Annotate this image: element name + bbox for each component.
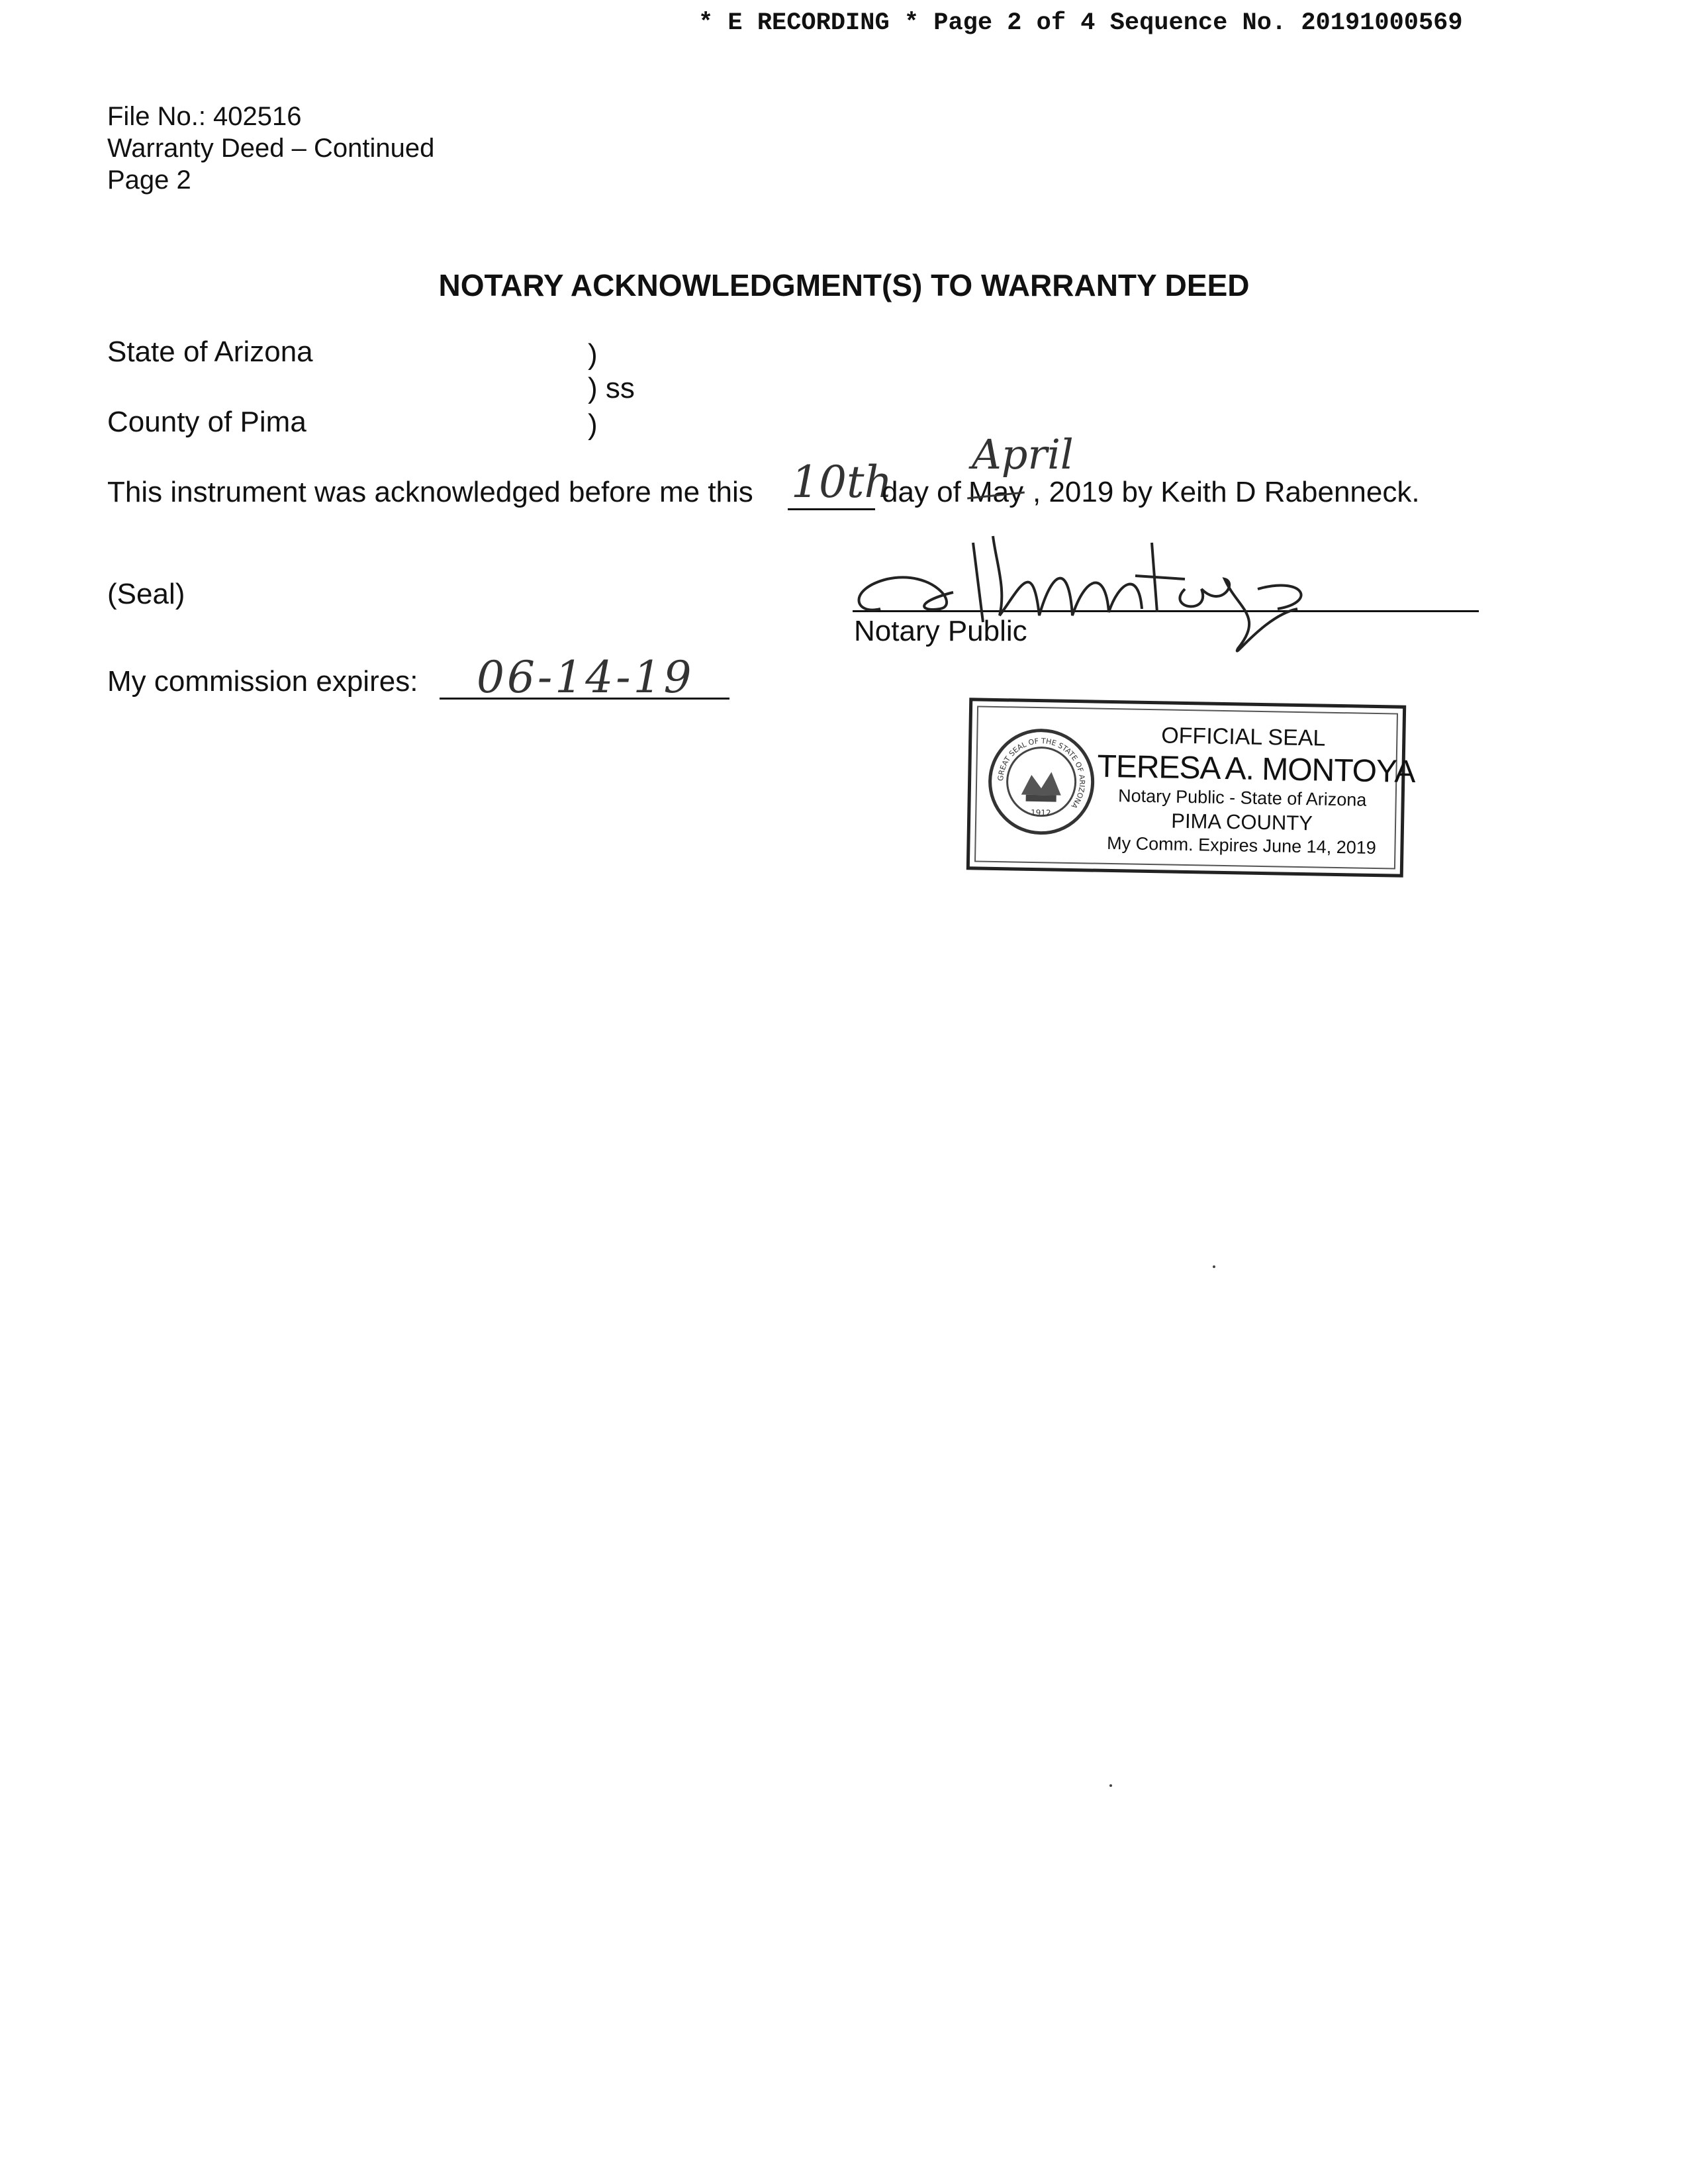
file-number: File No.: 402516 [107, 102, 302, 131]
recording-header: * E RECORDING * Page 2 of 4 Sequence No. 20191000569 [698, 9, 1463, 37]
venue-state: State of Arizona [107, 336, 313, 368]
scan-speck [1213, 1265, 1215, 1268]
seal-notary-name: TERESA A. MONTOYA [1097, 749, 1415, 790]
seal-county: PIMA COUNTY [1171, 809, 1313, 835]
official-seal-stamp [966, 698, 1415, 877]
venue-county: County of Pima [107, 406, 306, 438]
acknowledgment-day-of: day of [882, 476, 961, 508]
handwritten-commission-date: 06-14-19 [477, 652, 694, 703]
seal-expiration: My Comm. Expires June 14, 2019 [1106, 833, 1377, 858]
venue-paren: ) [588, 338, 598, 371]
handwritten-day: 10th [791, 457, 893, 508]
scan-speck [1109, 1784, 1112, 1787]
struck-month [968, 477, 1023, 508]
document-title: Warranty Deed – Continued [107, 134, 435, 163]
seal-commission-line: Notary Public - State of Arizona [1117, 786, 1367, 810]
commission-label: My commission expires: [107, 665, 418, 698]
page-title: NOTARY ACKNOWLEDGMENT(S) TO WARRANTY DEED [438, 268, 1250, 302]
emblem-year: 1912 [1030, 807, 1051, 818]
acknowledgment-closing: , 2019 by Keith D Rabenneck. [1033, 476, 1420, 508]
seal-label: (Seal) [107, 578, 185, 610]
emblem-ring-text: GREAT SEAL OF THE STATE OF ARIZONA [996, 737, 1087, 810]
state-seal-emblem [988, 728, 1096, 836]
acknowledgment-text: This instrument was acknowledged before me this [107, 476, 753, 508]
emblem-art [991, 731, 1092, 833]
handwritten-month: April [972, 430, 1074, 478]
page-number: Page 2 [107, 165, 191, 195]
venue-paren: ) [588, 408, 598, 441]
day-blank-line [788, 508, 875, 510]
struck-month-text: May [968, 476, 1024, 508]
seal-heading: OFFICIAL SEAL [1160, 723, 1326, 751]
venue-ss: ) ss [588, 372, 635, 404]
notary-public-label: Notary Public [854, 615, 1027, 647]
